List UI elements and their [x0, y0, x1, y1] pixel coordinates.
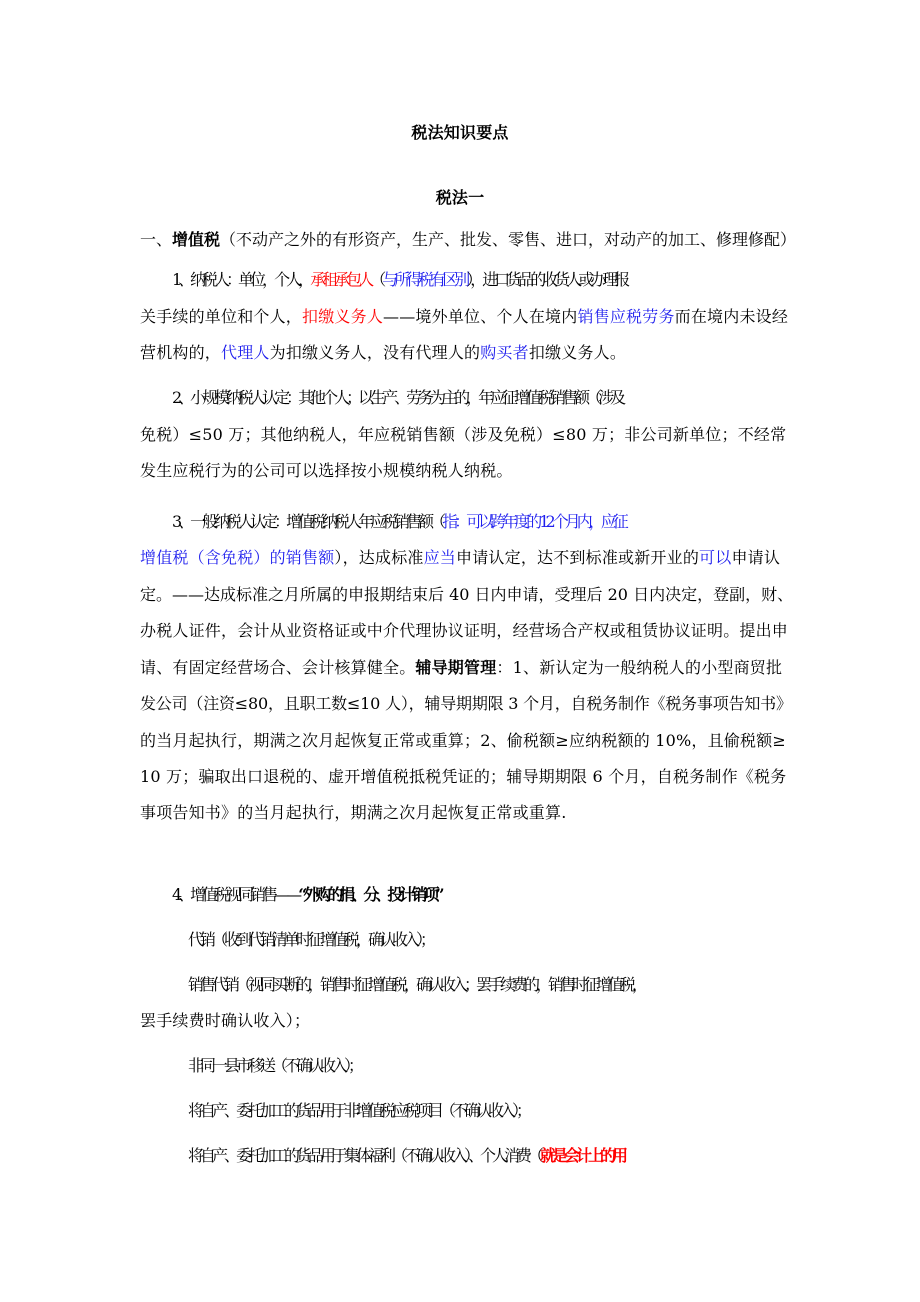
- text: 而在境内未设经: [674, 307, 789, 326]
- paragraph-line: 发生应税行为的公司可以选择按小规模纳税人纳税。: [140, 461, 513, 480]
- paragraph-line: 发公司（注资≤80，且职工数≤10 人），辅导期期限 3 个月，自税务制作《税务事项告知书》: [140, 694, 792, 713]
- list-item: 将自产、委托加工的货品用于非增值税应税项目（不确认收入）；: [188, 1101, 529, 1120]
- paragraph-deemed-sales: [172, 885, 832, 905]
- highlight-blue: 代理人: [221, 343, 270, 362]
- paragraph-line: [140, 343, 800, 363]
- text: ——境外单位、个人在境内: [383, 307, 578, 326]
- text: 扣缴义务人。: [528, 343, 627, 362]
- highlight-blue: 增值税（含免税）的销售额: [140, 548, 335, 567]
- paragraph-general: [172, 512, 832, 532]
- text: 请、有固定经营场合、会计核算健全。: [140, 658, 416, 677]
- section-heading: 税法一: [435, 188, 485, 207]
- paragraph-line: 免税）≤50 万；其他纳税人，年应税销售额（涉及免税）≤80 万；非公司新单位；不经常: [140, 425, 787, 444]
- highlight-blue: 可以: [699, 548, 732, 567]
- list-item: 代销（收到代销清单时征增值税，确认收入）；: [188, 930, 433, 949]
- text: 申请认定，达不到标准或新开业的: [456, 548, 700, 567]
- paragraph-line: 定。——达成标准之月所属的申报期结束后 40 日内申请，受理后 20 日内决定，登副，财、: [140, 585, 794, 604]
- highlight-red: 就是会计上的用: [540, 1146, 625, 1165]
- paragraph-line: 事项告知书》的当月起执行，期满之次月起恢复正常或重算.: [140, 803, 567, 822]
- list-item: [188, 1146, 848, 1166]
- text: 1、纳税人：单位，个人，: [172, 270, 311, 289]
- paragraph-line: 办税人证件，会计从业资格证或中介代理协议证明，经营场合产权或租赁协议证明。提出申: [140, 621, 789, 640]
- text: ：1、新认定为一般纳税人的小型商贸批: [496, 658, 783, 677]
- text: 申请认: [731, 548, 781, 567]
- text: ），达成标准: [334, 548, 424, 567]
- highlight-blue: 应当: [423, 548, 457, 567]
- list-item-continuation: 罢手续费时确认收入）；: [140, 1011, 311, 1030]
- bold-term: 辅导期管理: [415, 658, 497, 677]
- text: 为扣缴义务人，没有代理人的: [269, 343, 481, 362]
- text: 4、增值税视同销售——: [172, 885, 299, 904]
- paragraph-taxpayer: [172, 270, 832, 290]
- text: 营机构的，: [140, 343, 222, 362]
- paragraph-line: [140, 307, 800, 327]
- highlight-blue: 与所得税有区别: [382, 270, 467, 289]
- highlight-red: 承租承包人: [310, 270, 371, 289]
- paragraph-line: 的当月起执行，期满之次月起恢复正常或重算；2、偷税额≥应纳税额的 10%，且偷税额≥: [140, 731, 787, 750]
- list-item: 非同一县市移送（不确认收入）；: [188, 1056, 361, 1075]
- paragraph-line: [140, 548, 800, 568]
- paragraph-line: 10 万；骗取出口退税的、虚开增值税抵税凭证的；辅导期期限 6 个月，自税务制作《税务: [140, 767, 787, 786]
- text: 3、一般纳税人认定：增值税纳税人年应税销售额（: [172, 512, 443, 531]
- text: 将自产、委托加工的货品用于集体福利（不确认收入）、个人消费（: [188, 1146, 541, 1165]
- text: （: [370, 270, 383, 289]
- paragraph-small-scale: 2、小规模纳税人认定：其他个人；以生产、劳务为主的，年应征增值税销售额（涉及: [172, 388, 623, 407]
- list-item: 销售代销（视同买断的，销售时征增值税，确认收入；罢手续费的，销售时征增值税，: [188, 975, 645, 994]
- document-title: 税法知识要点: [411, 123, 509, 142]
- bold-term: “外购的捐、分、投计销项”: [298, 885, 441, 904]
- highlight-blue: 购买者: [480, 343, 529, 362]
- highlight-blue: 指：可以跨年度的 12 个月内，应征: [442, 512, 625, 531]
- heading-vat: [140, 230, 800, 250]
- text: 关手续的单位和个人，: [140, 307, 303, 326]
- text: 一、: [140, 230, 173, 249]
- text: ），进口货品的收货人或办理报: [466, 270, 627, 289]
- highlight-blue: 销售应税劳务: [577, 307, 675, 326]
- paragraph-line: [140, 658, 800, 678]
- bold-term: 增值税: [172, 230, 221, 249]
- highlight-red: 扣缴义务人: [302, 307, 384, 326]
- text: （不动产之外的有形资产，生产、批发、零售、进口，对动产的加工、修理修配）: [220, 230, 797, 249]
